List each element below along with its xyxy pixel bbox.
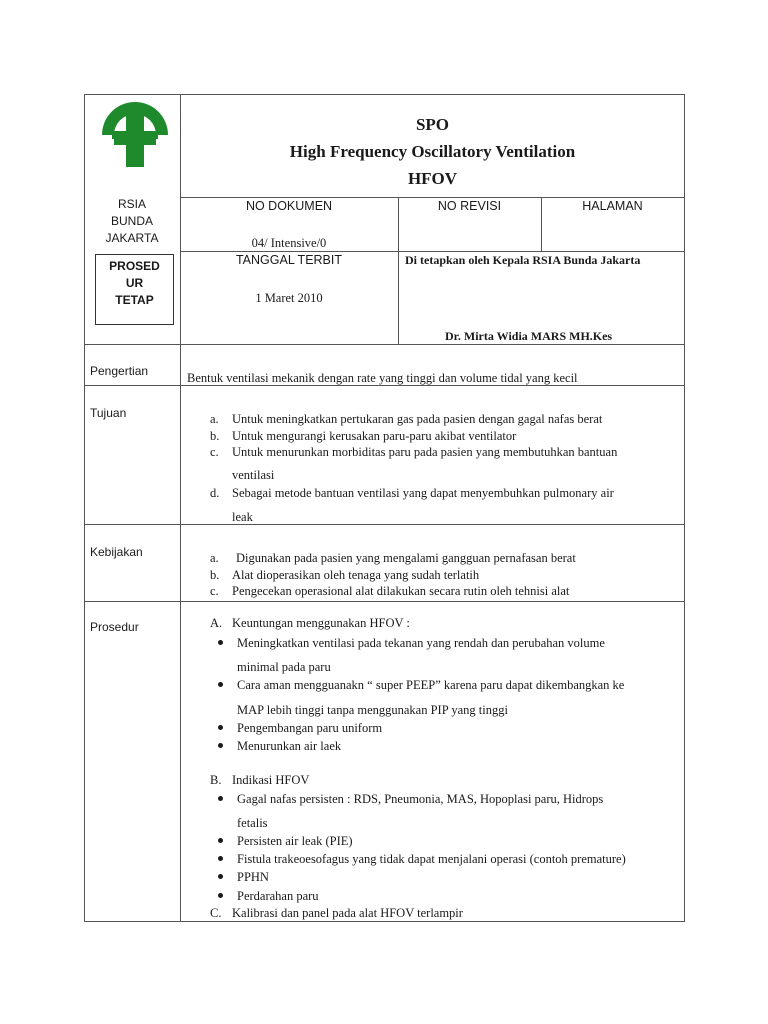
document-title-spo: SPO [415,115,450,134]
list-marker: c. [210,584,219,598]
prosedur-a-title: Keuntungan menggunakan HFOV : [232,616,410,630]
hospital-logo-icon [100,101,170,167]
section-label-prosedur: Prosedur [90,620,139,634]
list-marker: d. [210,486,220,500]
list-item-text: Sebagai metode bantuan ventilasi yang dapat menyembuhkan pulmonary air [232,486,614,500]
bullet-icon [218,725,223,730]
protap-line-2: UR [125,276,144,290]
protap-line-3: TETAP [115,293,154,307]
bullet-icon [218,796,223,801]
table-border-bottom [84,921,685,922]
bullet-icon [218,856,223,861]
bullet-icon [218,682,223,687]
header-divider-doc [180,251,685,252]
list-marker: A. [210,616,223,630]
section-label-pengertian: Pengertian [90,364,149,378]
header-divider-title [180,197,685,198]
no-revisi-label: NO REVISI [437,199,502,213]
list-item-text: MAP lebih tinggi tanpa menggunakan PIP yang tinggi [237,703,508,717]
bullet-icon [218,743,223,748]
list-item-text: Persisten air leak (PIE) [237,834,353,848]
list-item-text: minimal pada paru [237,660,331,674]
list-marker: c. [210,445,219,459]
bullet-icon [218,838,223,843]
tanggal-terbit-label: TANGGAL TERBIT [235,253,343,267]
protap-line-1: PROSED [109,259,160,273]
row-divider-kebijakan [84,601,685,602]
list-item-text: Fistula trakeoesofagus yang tidak dapat menjalani operasi (contoh premature) [237,852,626,866]
list-item-text: Pengembangan paru uniform [237,721,383,735]
pengertian-text: Bentuk ventilasi mekanik dengan rate yang tinggi dan volume tidal yang kecil [187,371,578,385]
bullet-icon [218,874,223,879]
row-divider-header [84,344,685,345]
list-item-text: ventilasi [232,468,275,482]
bullet-icon [218,893,223,898]
document-title-abbr: HFOV [407,169,458,188]
list-marker: B. [210,773,222,787]
row-divider-tujuan [84,524,685,525]
list-item-text: Menurunkan air laek [237,739,342,753]
bullet-icon [218,640,223,645]
header-divider-logo [84,251,180,252]
org-name-line-1: RSIA [117,197,146,211]
list-marker: b. [210,568,220,582]
list-item-text: Meningkatkan ventilasi pada tekanan yang rendah dan perubahan volume [237,636,605,650]
list-item-text: Perdarahan paru [237,889,319,903]
list-item-text: Untuk meningkatkan pertukaran gas pada pasien dengan gagal nafas berat [232,412,603,426]
signer-name: Dr. Mirta Widia MARS MH.Kes [445,329,613,343]
doc-col-divider-1 [398,197,399,345]
list-item-text: Untuk menurunkan morbiditas paru pada pasien yang membutuhkan bantuan [232,445,618,459]
section-label-kebijakan: Kebijakan [90,545,143,559]
list-marker: b. [210,429,220,443]
list-item-text: Pengecekan operasional alat dilakukan secara rutin oleh tehnisi alat [232,584,570,598]
list-item-text: Gagal nafas persisten : RDS, Pneumonia, MAS, Hopoplasi paru, Hidrops [237,792,604,806]
list-item-text: PPHN [237,870,269,884]
list-marker: C. [210,906,222,920]
org-name-line-3: JAKARTA [105,231,159,245]
section-label-tujuan: Tujuan [90,406,127,420]
org-name-line-2: BUNDA [110,214,153,228]
list-item-text: leak [232,510,253,524]
table-border-right [684,94,685,922]
halaman-label: HALAMAN [582,199,643,213]
no-dokumen-value: 04/ Intensive/0 [251,236,327,250]
list-marker: a. [210,551,219,565]
document-title-main: High Frequency Oscillatory Ventilation [289,142,576,161]
list-item-text: fetalis [237,816,268,830]
table-border-top [84,94,685,95]
prosedur-b-title: Indikasi HFOV [232,773,310,787]
list-item-text: Cara aman mengguanakn “ super PEEP” karena paru dapat dikembangkan ke [237,678,625,692]
list-marker: a. [210,412,219,426]
column-divider [180,94,181,922]
no-dokumen-label: NO DOKUMEN [245,199,333,213]
list-item-text: Alat dioperasikan oleh tenaga yang sudah terlatih [232,568,480,582]
row-divider-pengertian [84,385,685,386]
prosedur-c-title: Kalibrasi dan panel pada alat HFOV terlampir [232,906,463,920]
tanggal-terbit-value: 1 Maret 2010 [255,291,323,305]
list-item-text: Untuk mengurangi kerusakan paru-paru akibat ventilator [232,429,517,443]
list-item-text: Digunakan pada pasien yang mengalami gangguan pernafasan berat [236,551,576,565]
ditetapkan-oleh: Di tetapkan oleh Kepala RSIA Bunda Jakarta [405,253,641,267]
